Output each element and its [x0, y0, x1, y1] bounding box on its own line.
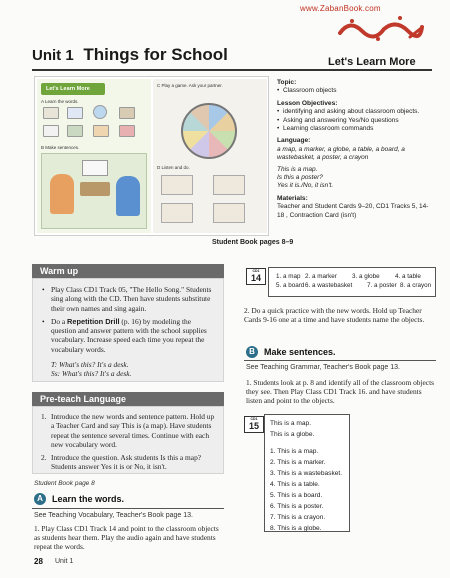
globe-picture	[93, 105, 107, 119]
track-line: 2. This is a marker.	[270, 459, 326, 466]
materials-text: Teacher and Student Cards 9–20, CD1 Tracks 5, 14-18 , Contraction Card (isn't)	[277, 203, 429, 219]
unit-label: Unit 1	[32, 47, 74, 64]
vocab-word: 1. a map	[276, 273, 301, 280]
language-example: This is a map.	[277, 165, 318, 173]
pre-teach-box: 1. Introduce the new words and sentence pattern. Hold up a Teacher Card and say This is (a map). Have students repeat the sentence several times. Continue with each new vocabulary word. 2. Introduce the question. Ask students Is this a map? Students answer Yes it is or No, it isn't.	[32, 406, 224, 474]
section-a-title: Learn the words.	[52, 494, 125, 504]
language-example: Yes it is./No, it isn't.	[277, 182, 334, 190]
command-picture-3	[161, 203, 193, 223]
student-book-caption: Student Book pages 8–9	[212, 239, 294, 246]
lets-learn-more-banner: Let's Learn More	[41, 83, 105, 95]
lesson-subtitle: Let's Learn More	[328, 56, 416, 68]
language-example: Is this a poster?	[277, 174, 323, 182]
section-b-step-1: 1. Students look at p. 8 and identify all of the classroom objects they see. Then Play Class CD1 Track 16. and have students listen and point to the objects.	[246, 378, 435, 406]
vocab-word: 3. a globe	[352, 273, 380, 280]
track-14-words	[276, 272, 436, 290]
track-line: 1. This is a map.	[270, 448, 319, 455]
watermark-url: www.ZabanBook.com	[300, 4, 381, 13]
wastebasket-picture	[67, 125, 83, 137]
section-a-reference: See Teaching Vocabulary, Teacher's Book page 13.	[34, 512, 193, 519]
section-a-step-2: 2. Do a quick practice with the new words. Hold up Teacher Cards 9-16 one at a time and have students name the objects.	[244, 306, 425, 325]
vocab-word: 5. a board	[276, 282, 305, 289]
objective-item: • Asking and answering Yes/No questions	[277, 117, 435, 125]
student-book-page-9: C Play a game. Ask your partner. D Listen and do.	[153, 79, 267, 233]
warm-up-box	[32, 278, 224, 382]
section-b-rule	[244, 360, 436, 361]
desk-figure	[80, 182, 110, 196]
section-b-badge: B	[246, 346, 258, 358]
student-book-thumbnail	[34, 76, 269, 236]
topic-heading: Topic:	[277, 79, 297, 86]
objective-item: • Learning classroom commands	[277, 125, 435, 133]
objectives-heading: Lesson Objectives:	[277, 99, 338, 107]
repetition-drill-term: Repetition Drill	[67, 316, 120, 326]
page-title	[32, 45, 228, 65]
cd-track-14-icon: CD1 14	[246, 268, 266, 285]
cd-track-15-icon: CD1 15	[244, 416, 264, 433]
track-line: 3. This is a wastebasket.	[270, 470, 343, 477]
zabanbook-logo	[330, 13, 426, 45]
track-15-box	[264, 414, 350, 532]
classroom-scene	[41, 153, 147, 229]
vocab-word: 4. a table	[395, 273, 421, 280]
warm-up-step: • Play Class CD1 Track 05, "The Hello Song." Students sing along with the CD. Then have students substitute their own names and sing again.	[41, 285, 215, 313]
section-a-rule	[32, 508, 224, 509]
vocab-word: 8. a crayon	[400, 282, 432, 289]
track-line: 8. This is a globe.	[270, 525, 322, 532]
page-number: 28	[34, 557, 43, 566]
vocab-word: 6. a wastebasket	[305, 282, 353, 289]
crayon-picture	[119, 125, 135, 137]
warm-up-heading: Warm up	[32, 264, 224, 278]
model-sentence: This is a globe.	[270, 431, 315, 438]
vocab-word: 7. a poster	[367, 282, 397, 289]
track-line: 6. This is a poster.	[270, 503, 324, 510]
materials-heading: Materials:	[277, 194, 308, 202]
section-a-step-1: 1. Play Class CD1 Track 14 and point to the classroom objects as students hear them. Play the audio again and have students repeat the words.	[34, 524, 219, 552]
warm-up-step: • Do a Repetition Drill (p. 16) by modeling the question and answer pattern with the school supplies vocabulary. Increase speed each time you repeat the vocabulary words.	[41, 317, 215, 354]
poster-picture	[93, 125, 109, 137]
student-book-page-8: Let's Learn More A Learn the words. B Make sentences.	[37, 79, 151, 233]
unit-title-text: Things for School	[83, 45, 228, 64]
map-picture	[43, 107, 59, 119]
command-picture-4	[213, 203, 245, 223]
command-picture-2	[213, 175, 245, 195]
speech-board	[82, 160, 108, 176]
model-sentence: This is a map.	[270, 420, 312, 427]
student-book-page-ref: Student Book page 8	[34, 480, 95, 487]
section-a-badge: A	[34, 493, 46, 505]
track-line: 4. This is a table.	[270, 481, 320, 488]
lesson-overview	[277, 79, 435, 224]
girl-figure	[50, 174, 74, 214]
pre-teach-step: Introduce the new words and sentence pattern. Hold up a Teacher Card and say This is (a map). Have students repeat the sentence several times. Continue with each new vocabulary word.	[51, 412, 215, 449]
pre-teach-step: Introduce the question. Ask students Is this a map? Students answer Yes it is or No, it isn't.	[51, 453, 202, 472]
footer-unit: Unit 1	[55, 558, 74, 565]
section-b-reference: See Teaching Grammar, Teacher's Book page 13.	[246, 364, 401, 371]
table-picture	[119, 107, 135, 119]
section-b-title: Make sentences.	[264, 347, 336, 357]
objective-item: • identifying and asking about classroom objects.	[277, 108, 435, 116]
pre-teach-heading: Pre-teach Language	[32, 392, 224, 406]
spinner-wheel	[181, 103, 237, 159]
command-picture-1	[161, 175, 193, 195]
language-text: a map, a marker, a globe, a table, a board, a wastebasket, a poster, a crayon	[277, 145, 405, 162]
header-rule	[32, 69, 432, 71]
marker-picture	[67, 107, 83, 119]
track-line: 7. This is a crayon.	[270, 514, 326, 521]
vocab-word: 2. a marker	[305, 273, 337, 280]
language-heading: Language:	[277, 137, 311, 145]
topic-item: • Classroom objects	[277, 87, 435, 95]
drill-example-teacher: T: What's this? It's a desk.	[51, 360, 129, 370]
boy-figure	[116, 176, 140, 216]
drill-example-students: Ss: What's this? It's a desk.	[51, 369, 132, 379]
track-line: 5. This is a board.	[270, 492, 323, 499]
board-picture	[43, 125, 59, 137]
